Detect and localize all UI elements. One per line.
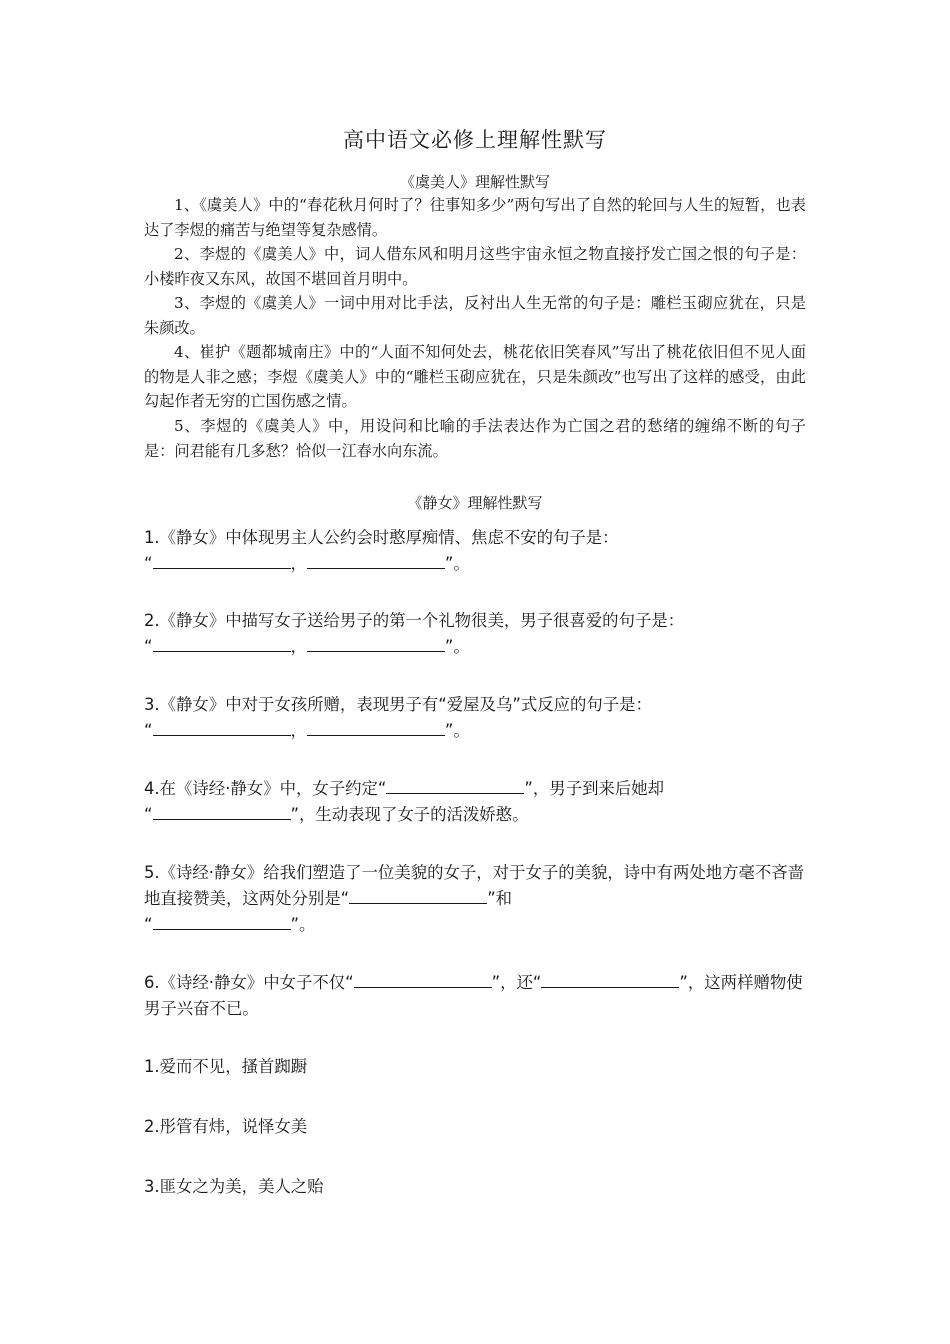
fill-blank[interactable]	[349, 886, 487, 904]
fill-blank[interactable]	[153, 551, 291, 569]
answer-line: “ ， ”。	[144, 718, 814, 744]
answer-1: 1.爱而不见，搔首踟蹰	[144, 1057, 308, 1076]
question-text: 3.《静女》中对于女孩所赠，表现男子有“爱屋及乌”式反应的句子是：	[144, 695, 652, 714]
fill-blank[interactable]	[307, 718, 445, 736]
fill-blank[interactable]	[541, 970, 679, 988]
fill-blank[interactable]	[307, 634, 445, 652]
question-text: 1.《静女》中体现男主人公约会时憨厚痴情、焦虑不安的句子是：	[144, 528, 619, 547]
question-line-2: “ ”，生动表现了女子的活泼娇憨。	[144, 802, 814, 828]
jingnv-question-4	[144, 776, 814, 828]
yumeiren-item-2: 2、李煜的《虞美人》中，词人借东风和明月这些宇宙永恒之物直接抒发亡国之恨的句子是：小楼昨夜又东风，故国不堪回首月明中。	[144, 245, 806, 288]
fill-blank[interactable]	[153, 802, 291, 820]
yumeiren-item-1: 1、《虞美人》中的“春花秋月何时了？往事知多少”两句写出了自然的轮回与人生的短暂，也表达了李煜的痛苦与绝望等复杂感情。	[144, 196, 806, 239]
answer-line: “ ， ”。	[144, 634, 814, 660]
fill-blank[interactable]	[153, 718, 291, 736]
page-title: 高中语文必修上理解性默写	[343, 128, 607, 152]
answer-2: 2.彤管有炜，说怿女美	[144, 1117, 308, 1136]
jingnv-question-2	[144, 608, 814, 660]
fill-blank[interactable]	[354, 970, 492, 988]
jingnv-question-6: 6.《诗经·静女》中女子不仅“ ”，还“ ”，这两样赠物使男子兴奋不已。	[144, 970, 814, 1022]
question-line-1: 4.在《诗经·静女》中，女子约定“ ”，男子到来后她却	[144, 776, 814, 802]
fill-blank[interactable]	[153, 634, 291, 652]
fill-blank[interactable]	[307, 551, 445, 569]
fill-blank[interactable]	[153, 912, 291, 930]
fill-blank[interactable]	[386, 776, 524, 794]
jingnv-question-1	[144, 525, 814, 577]
yumeiren-item-5: 5、李煜的《虞美人》中，用设问和比喻的手法表达作为亡国之君的愁绪的缠绵不断的句子是：问君能有几多愁？恰似一江春水向东流。	[144, 417, 806, 460]
question-text: 5.《诗经·静女》给我们塑造了一位美貌的女子，对于女子的美貌，诗中有两处地方毫不吝啬地直接赞美，这两处分别是“ ”和	[144, 863, 805, 908]
yumeiren-item-4: 4、崔护《题都城南庄》中的“人面不知何处去，桃花依旧笑春风”写出了桃花依旧但不见人面的物是人非之感；李煜《虞美人》中的“雕栏玉砌应犹在，只是朱颜改”也写出了这样的感受，由此勾起作者无穷的亡国伤感之情。	[144, 343, 806, 411]
answer-line: “ ， ”。	[144, 551, 814, 577]
answer-3: 3.匪女之为美，美人之贻	[144, 1177, 324, 1196]
question-text: 2.《静女》中描写女子送给男子的第一个礼物很美，男子很喜爱的句子是：	[144, 611, 685, 630]
answer-line: “ ”。	[144, 912, 814, 938]
section-heading-yumeiren: 《虞美人》理解性默写	[399, 173, 550, 191]
section-heading-jingnv: 《静女》理解性默写	[407, 494, 543, 512]
yumeiren-item-3: 3、李煜的《虞美人》一词中用对比手法，反衬出人生无常的句子是：雕栏玉砌应犹在，只是朱颜改。	[144, 294, 806, 337]
jingnv-question-5	[144, 860, 814, 938]
jingnv-question-3	[144, 692, 814, 744]
